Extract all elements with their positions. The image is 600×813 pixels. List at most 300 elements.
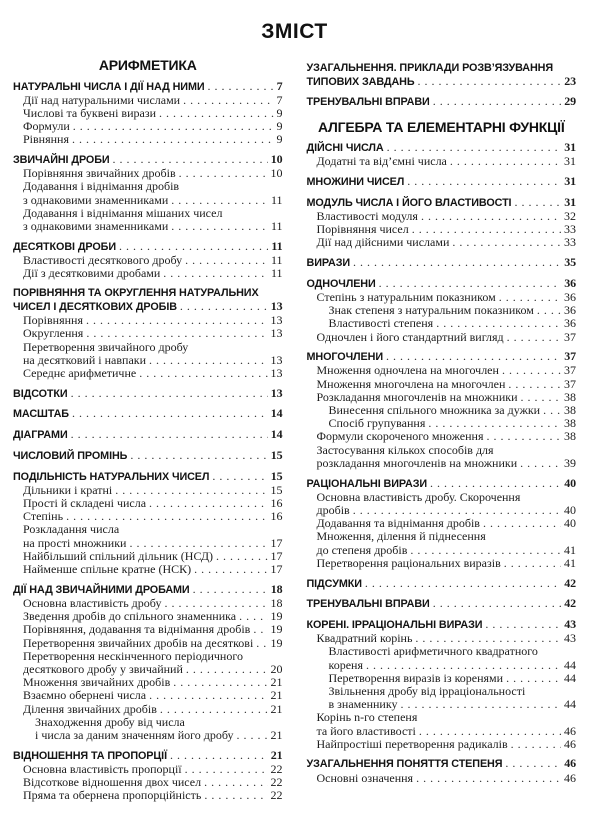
toc-entry-text: ДІАГРАМИ — [13, 429, 68, 442]
toc-section-entry — [307, 350, 577, 364]
toc-entry-text: Перетворення звичайного дробу — [23, 339, 189, 354]
dot-leader — [171, 220, 268, 233]
dot-leader — [71, 387, 268, 400]
toc-page-number: 9 — [276, 132, 283, 147]
dot-leader — [130, 449, 267, 462]
dot-leader — [514, 196, 561, 209]
dot-leader — [204, 776, 267, 789]
toc-page-number: 16 — [270, 509, 283, 524]
dot-leader — [502, 364, 561, 377]
toc-entry-text: Перетворення звичайних дробів на десяткові — [23, 635, 254, 650]
toc-sub-entry — [13, 94, 283, 107]
toc-entry-text: ПІДСУМКИ — [306, 577, 362, 590]
toc-entry-text: ВІДСОТКИ — [13, 387, 68, 400]
toc-section-entry — [13, 153, 283, 167]
toc-sub-entry — [307, 685, 577, 711]
dot-leader — [160, 703, 268, 716]
toc-sub-entry — [307, 444, 577, 470]
toc-page-number: 13 — [270, 326, 283, 341]
toc-page-number: 19 — [270, 622, 283, 637]
toc-entry-text: Порівняння — [23, 313, 83, 328]
dot-leader — [149, 354, 267, 367]
toc-entry-text: Взаємно обернені числа — [23, 688, 147, 703]
toc-entry-text: Властивості степеня — [328, 316, 434, 331]
toc-page-number: 22 — [270, 761, 283, 776]
toc-section-entry — [307, 196, 577, 210]
toc-entry-text: Звільнення дробу від ірраціональності — [328, 683, 526, 698]
toc-section-entry — [13, 749, 283, 763]
toc-sub-entry — [13, 341, 283, 367]
toc-sub-entry — [13, 623, 283, 636]
toc-page-number: 10 — [270, 152, 283, 167]
dot-leader — [511, 738, 561, 751]
dot-leader — [256, 637, 267, 650]
toc-page-number: 19 — [270, 635, 283, 650]
dot-leader — [139, 367, 267, 380]
dot-leader — [216, 550, 267, 563]
toc-page-number: 44 — [564, 670, 576, 685]
toc-entry-text: Дії з десятковими дробами — [23, 266, 161, 281]
toc-page-number: 42 — [564, 575, 576, 590]
toc-entry-text: Додавання і віднімання дробів — [23, 179, 180, 194]
toc-page-number: 21 — [270, 727, 283, 742]
dot-leader — [485, 618, 561, 631]
dot-leader — [208, 80, 274, 93]
toc-page-number: 9 — [276, 119, 283, 134]
toc-entry-text: ТИПОВИХ ЗАВДАНЬ — [306, 75, 415, 88]
toc-entries-right-top — [307, 62, 577, 110]
toc-entry-text: МАСШТАБ — [13, 408, 69, 421]
toc-section-entry — [13, 407, 283, 421]
toc-page-number: 13 — [270, 366, 283, 381]
dot-leader — [170, 749, 268, 762]
dot-leader — [72, 407, 268, 420]
toc-entry-text: з однаковими знаменниками — [23, 192, 169, 207]
dot-leader — [365, 577, 561, 590]
toc-sub-entry — [307, 530, 577, 556]
toc-page-number: 10 — [270, 166, 283, 181]
toc-page-number: 36 — [564, 289, 576, 304]
toc-page-number: 29 — [564, 94, 576, 109]
toc-sub-entry — [13, 523, 283, 549]
toc-page-number: 11 — [271, 238, 283, 253]
dot-leader — [180, 300, 268, 313]
dot-leader — [508, 378, 561, 391]
dot-leader — [72, 133, 274, 146]
dot-leader — [183, 94, 273, 107]
toc-entry-text: Формули — [23, 119, 70, 134]
toc-sub-entry — [13, 207, 283, 233]
dot-leader — [421, 210, 561, 223]
dot-leader — [212, 470, 267, 483]
toc-entry-text: Розкладання числа — [23, 522, 120, 537]
toc-entry-text: ПОДІЛЬНІСТЬ НАТУРАЛЬНИХ ЧИСЕЛ — [13, 470, 210, 483]
dot-leader — [506, 672, 561, 685]
toc-column-right — [307, 55, 577, 802]
toc-entry-text: Степінь з натуральним показником — [316, 289, 496, 304]
dot-leader — [115, 484, 267, 497]
toc-sub-entry — [13, 789, 283, 802]
toc-entry-text: ЗВИЧАЙНІ ДРОБИ — [13, 154, 110, 167]
dot-leader — [194, 563, 267, 576]
toc-page-number: 46 — [564, 770, 576, 785]
toc-section-entry — [307, 62, 577, 89]
toc-sub-entry — [307, 672, 577, 685]
toc-entry-text: Найбільший спільний дільник (НСД) — [23, 548, 214, 563]
toc-entry-text: ЧИСЛОВИЙ ПРОМІНЬ — [13, 449, 128, 462]
toc-sub-entry — [307, 738, 577, 751]
toc-page-number: 44 — [564, 697, 576, 712]
dot-leader — [520, 457, 561, 470]
dot-leader — [410, 544, 561, 557]
toc-entry-text: Дії над натуральними числами — [23, 92, 181, 107]
toc-entry-text: Округлення — [23, 326, 84, 341]
toc-entry-text: МНОГОЧЛЕНИ — [306, 351, 383, 364]
toc-entry-text: на десятковий і навпаки — [23, 352, 147, 367]
toc-sub-entry — [307, 236, 577, 249]
toc-entry-text: Найменше спільне кратне (НСК) — [23, 562, 192, 576]
toc-entry-text: УЗАГАЛЬНЕННЯ ПОНЯТТЯ СТЕПЕНЯ — [306, 758, 503, 771]
toc-entry-text: МОДУЛЬ ЧИСЛА І ЙОГО ВЛАСТИВОСТІ — [306, 196, 512, 209]
toc-sub-entry — [13, 327, 283, 340]
dot-leader — [186, 663, 268, 676]
toc-page-number: 39 — [564, 455, 576, 470]
dot-leader — [366, 659, 561, 672]
dot-leader — [543, 404, 561, 417]
toc-page-number: 33 — [564, 235, 576, 250]
toc-entry-text: ДЕСЯТКОВІ ДРОБИ — [13, 240, 116, 253]
toc-entry-text: кореня — [328, 657, 363, 672]
toc-sub-entry — [13, 133, 283, 146]
toc-sub-entry — [13, 650, 283, 676]
toc-entry-text: Основна властивість пропорції — [23, 761, 182, 776]
toc-sub-entry — [307, 557, 577, 570]
dot-leader — [173, 676, 267, 689]
dot-leader — [430, 477, 561, 490]
toc-entry-text: Одночлен і його стандартний вигляд — [316, 329, 504, 344]
toc-entry-text: КОРЕНІ. ІРРАЦІОНАЛЬНІ ВИРАЗИ — [306, 618, 483, 631]
toc-page-number: 20 — [270, 661, 283, 676]
toc-entry-text: Формули скороченого множення — [316, 429, 484, 444]
toc-page-number: 46 — [564, 736, 576, 751]
toc-page-number: 31 — [564, 154, 576, 169]
toc-sub-entry — [13, 180, 283, 206]
dot-leader — [149, 689, 267, 702]
toc-section-entry — [307, 95, 577, 109]
toc-entry-text: Порівняння, додавання та віднімання дробів — [23, 622, 251, 637]
toc-page-number: 38 — [564, 429, 576, 444]
toc-entry-text: Додавання та віднімання дробів — [316, 516, 480, 531]
toc-section-entry — [307, 256, 577, 270]
toc-page-number: 18 — [270, 595, 283, 610]
toc-entry-text: Множення многочлена на многочлен — [316, 376, 506, 391]
toc-entry-text: ОДНОЧЛЕНИ — [306, 277, 376, 290]
dot-leader — [416, 772, 561, 785]
toc-entry-text: Пряма та обернена пропорційність — [23, 788, 202, 803]
toc-entry-text: НАТУРАЛЬНІ ЧИСЛА І ДІЇ НАД НИМИ — [13, 80, 205, 93]
toc-page-number: 13 — [270, 385, 283, 400]
toc-sub-entry — [307, 331, 577, 344]
toc-entry-text: Множення одночлена на многочлен — [316, 363, 499, 378]
dot-leader — [193, 583, 268, 596]
toc-entry-text: Квадратний корінь — [316, 631, 413, 646]
dot-leader — [73, 120, 274, 133]
toc-entry-text: дробів — [316, 502, 350, 517]
toc-page-number: 21 — [270, 688, 283, 703]
toc-entry-text: з однаковими знаменниками — [23, 219, 169, 234]
toc-entry-text: Властивості десяткового дробу — [23, 252, 183, 267]
toc-page-number: 37 — [564, 349, 576, 364]
toc-page-number: 16 — [270, 495, 283, 510]
toc-entry-text: до степеня дробів — [316, 542, 408, 557]
toc-page-number: 43 — [564, 616, 576, 631]
dot-leader — [419, 725, 561, 738]
toc-sub-entry — [13, 267, 283, 280]
toc-entry-text: на прості множники — [23, 535, 127, 550]
toc-page-number: 33 — [564, 222, 576, 237]
toc-page-number: 31 — [564, 140, 576, 155]
dot-leader — [86, 314, 268, 327]
dot-leader — [486, 430, 561, 443]
toc-page-number: 13 — [270, 352, 283, 367]
toc-section-entry — [13, 449, 283, 463]
toc-entry-text: Степінь — [23, 509, 64, 524]
toc-page-number: 7 — [276, 78, 283, 93]
toc-entry-text: ВІДНОШЕННЯ ТА ПРОПОРЦІЇ — [13, 749, 167, 762]
toc-page-number: 44 — [564, 657, 576, 672]
toc-page-number: 21 — [270, 747, 283, 762]
toc-sub-entry — [307, 430, 577, 443]
toc-entry-text: ВИРАЗИ — [306, 257, 351, 270]
dot-leader — [129, 537, 267, 550]
toc-section-entry — [13, 428, 283, 442]
toc-entry-text: Властивості модуля — [316, 208, 418, 223]
toc-entry-text: Середнє арифметичне — [23, 366, 137, 381]
toc-section-entry — [307, 757, 577, 771]
dot-leader — [179, 167, 268, 180]
toc-page-number: 14 — [270, 406, 283, 421]
toc-entry-text: Числові та буквені вирази — [23, 105, 156, 120]
toc-sub-entry — [13, 689, 283, 702]
toc-section-entry — [307, 597, 577, 611]
toc-page-number: 14 — [270, 427, 283, 442]
toc-page-number: 36 — [564, 316, 576, 331]
toc-sub-entry — [307, 491, 577, 517]
toc-entry-text: в знаменнику — [328, 697, 398, 712]
toc-entry-text: УЗАГАЛЬНЕННЯ. ПРИКЛАДИ РОЗВ’ЯЗУВАННЯ — [306, 61, 554, 74]
toc-column-left — [13, 55, 283, 802]
toc-entry-text: ТРЕНУВАЛЬНІ ВПРАВИ — [306, 96, 430, 109]
toc-entry-text: Додатні та від’ємні числа — [316, 154, 447, 169]
toc-page-number: 31 — [564, 174, 576, 189]
toc-page-number: 40 — [564, 475, 576, 490]
toc-entry-text: ПОРІВНЯННЯ ТА ОКРУГЛЕННЯ НАТУРАЛЬНИХ — [13, 286, 259, 299]
toc-page-number: 43 — [564, 631, 576, 646]
toc-entry-text: Множення звичайних дробів — [23, 675, 171, 690]
dot-leader — [86, 327, 267, 340]
toc-sub-entry — [307, 364, 577, 377]
toc-section-entry — [307, 277, 577, 291]
toc-sub-entry — [13, 716, 283, 742]
toc-section-entry — [13, 583, 283, 597]
toc-page-number: 11 — [270, 219, 283, 234]
toc-entry-text: Винесення спільного множника за дужки — [328, 403, 541, 418]
toc-entry-text: Порівняння звичайних дробів — [23, 166, 176, 181]
toc-entries-left — [13, 80, 283, 803]
toc-section-entry — [307, 577, 577, 591]
dot-leader — [119, 240, 268, 253]
toc-page-number: 37 — [564, 329, 576, 344]
toc-page-number: 22 — [270, 775, 283, 790]
toc-entry-text: Рівняння — [23, 132, 69, 147]
toc-entry-text: Прості й складені числа — [23, 495, 147, 510]
toc-section-entry — [13, 80, 283, 94]
toc-page-number: 11 — [270, 252, 283, 267]
toc-sub-entry — [307, 155, 577, 168]
toc-sub-entry — [307, 378, 577, 391]
toc-section-entry — [13, 387, 283, 401]
toc-entry-text: Ділення звичайних дробів — [23, 701, 157, 716]
toc-page-number: 32 — [564, 208, 576, 223]
dot-leader — [401, 698, 562, 711]
toc-entry-text: Додавання і віднімання мішаних чисел — [23, 205, 223, 220]
dot-leader — [407, 175, 561, 188]
toc-page-number: 13 — [270, 299, 283, 314]
toc-page-number: 11 — [270, 266, 283, 281]
toc-entry-text: Множення, ділення й піднесення — [316, 529, 486, 544]
toc-page-number: 42 — [564, 596, 576, 611]
toc-sub-entry — [13, 484, 283, 497]
dot-leader — [237, 729, 268, 742]
toc-entry-text: Перетворення раціональних виразів — [316, 555, 501, 570]
toc-page-number: 37 — [564, 363, 576, 378]
toc-sub-entry — [307, 772, 577, 785]
toc-sub-entry — [13, 367, 283, 380]
toc-entry-text: ДІЙСНІ ЧИСЛА — [306, 142, 384, 155]
toc-page-number: 36 — [564, 303, 576, 318]
toc-page-number: 22 — [270, 788, 283, 803]
toc-page-number: 23 — [564, 73, 576, 88]
dot-leader — [387, 141, 562, 154]
toc-section-entry — [13, 287, 283, 314]
toc-page-number: 15 — [270, 447, 283, 462]
dot-leader — [418, 75, 562, 88]
dot-leader — [450, 155, 561, 168]
toc-entry-text: Відсоткове відношення двох чисел — [23, 775, 202, 790]
dot-leader — [507, 331, 561, 344]
dot-leader — [149, 497, 267, 510]
toc-page-number: 17 — [270, 548, 283, 563]
toc-entry-text: Дільники і кратні — [23, 482, 113, 497]
toc-entry-text: розкладання многочленів на множники — [316, 455, 518, 470]
toc-page-number: 18 — [270, 581, 283, 596]
dot-leader — [386, 350, 561, 363]
toc-entry-text: Знак степеня з натуральним показником — [328, 303, 534, 318]
toc-section-entry — [13, 240, 283, 254]
dot-leader — [171, 194, 268, 207]
toc-page-number: 36 — [564, 275, 576, 290]
dot-leader — [353, 256, 561, 269]
toc-entry-text: ТРЕНУВАЛЬНІ ВПРАВИ — [306, 598, 430, 611]
toc-entry-text: Властивості арифметичного квадратного — [328, 644, 538, 659]
toc-page-number: 46 — [564, 723, 576, 738]
toc-entry-text: Порівняння чисел — [316, 222, 409, 237]
toc-page-number: 37 — [564, 376, 576, 391]
dot-leader — [433, 95, 561, 108]
dot-leader — [504, 557, 561, 570]
toc-page-number: 38 — [564, 389, 576, 404]
toc-sub-entry — [13, 563, 283, 576]
toc-entry-text: Розкладання многочленів на множники — [316, 389, 518, 404]
toc-page-number: 38 — [564, 403, 576, 418]
toc-entry-text: Дії над дійсними числами — [316, 235, 450, 250]
toc-entry-text: ДІЇ НАД ЗВИЧАЙНИМИ ДРОБАМИ — [13, 583, 190, 596]
toc-page-number: 41 — [564, 542, 576, 557]
toc-entry-text: Основна властивість дробу. Скорочення — [316, 489, 521, 504]
toc-columns — [13, 55, 576, 802]
toc-page-number: 19 — [270, 609, 283, 624]
toc-sub-entry — [307, 645, 577, 671]
toc-section-entry — [307, 141, 577, 155]
dot-leader — [379, 277, 562, 290]
toc-entry-text: і числа за даним значенням його дробу — [35, 727, 234, 742]
dot-leader — [159, 107, 274, 120]
toc-page-number: 46 — [564, 756, 576, 771]
toc-page-number: 21 — [270, 701, 283, 716]
toc-entry-text: Основна властивість дробу — [23, 595, 162, 610]
toc-page-number: 13 — [270, 313, 283, 328]
toc-page-number: 7 — [276, 92, 283, 107]
toc-sub-entry — [307, 711, 577, 737]
toc-sub-entry — [307, 317, 577, 330]
dot-leader — [113, 153, 268, 166]
dot-leader — [505, 757, 561, 770]
toc-entry-text: МНОЖИНИ ЧИСЕЛ — [306, 176, 405, 189]
toc-page-number: 9 — [276, 105, 283, 120]
dot-leader — [483, 517, 561, 530]
part-heading-algebra: АЛГЕБРА ТА ЕЛЕМЕНТАРНІ ФУНКЦІЇ — [317, 118, 565, 135]
toc-entry-text: Перетворення виразів із коренями — [328, 670, 504, 685]
toc-page-number: 31 — [564, 194, 576, 209]
toc-page-number: 40 — [564, 502, 576, 517]
toc-entry-text: Знаходження дробу від числа — [35, 714, 185, 729]
dot-leader — [185, 254, 268, 267]
dot-leader — [163, 267, 268, 280]
toc-section-entry — [307, 175, 577, 189]
toc-entry-text: Застосування кількох способів для — [316, 442, 494, 457]
toc-section-entry — [13, 470, 283, 484]
toc-page-number: 17 — [270, 535, 283, 550]
toc-entry-text: Зведення дробів до спільного знаменника — [23, 609, 237, 624]
toc-entry-text: ЧИСЕЛ І ДЕСЯТКОВИХ ДРОБІВ — [13, 301, 177, 314]
toc-page-number: 35 — [564, 255, 576, 270]
toc-entry-text: та його властивості — [316, 723, 416, 738]
toc-page-number: 15 — [270, 468, 283, 483]
toc-entry-text: Основні означення — [316, 770, 414, 785]
toc-page-number: 41 — [564, 555, 576, 570]
toc-page-number: 40 — [564, 516, 576, 531]
toc-page-number: 17 — [270, 562, 283, 576]
toc-entry-text: Спосіб групування — [328, 416, 426, 431]
toc-entry-text: РАЦІОНАЛЬНІ ВИРАЗИ — [306, 477, 428, 490]
toc-entry-text: десяткового дробу у звичайний — [23, 661, 183, 676]
toc-page-number: 21 — [270, 675, 283, 690]
dot-leader — [71, 428, 268, 441]
dot-leader — [253, 623, 267, 636]
dot-leader — [537, 304, 561, 317]
toc-entry-text: Корінь n-го степеня — [316, 710, 418, 725]
toc-section-entry — [307, 618, 577, 632]
